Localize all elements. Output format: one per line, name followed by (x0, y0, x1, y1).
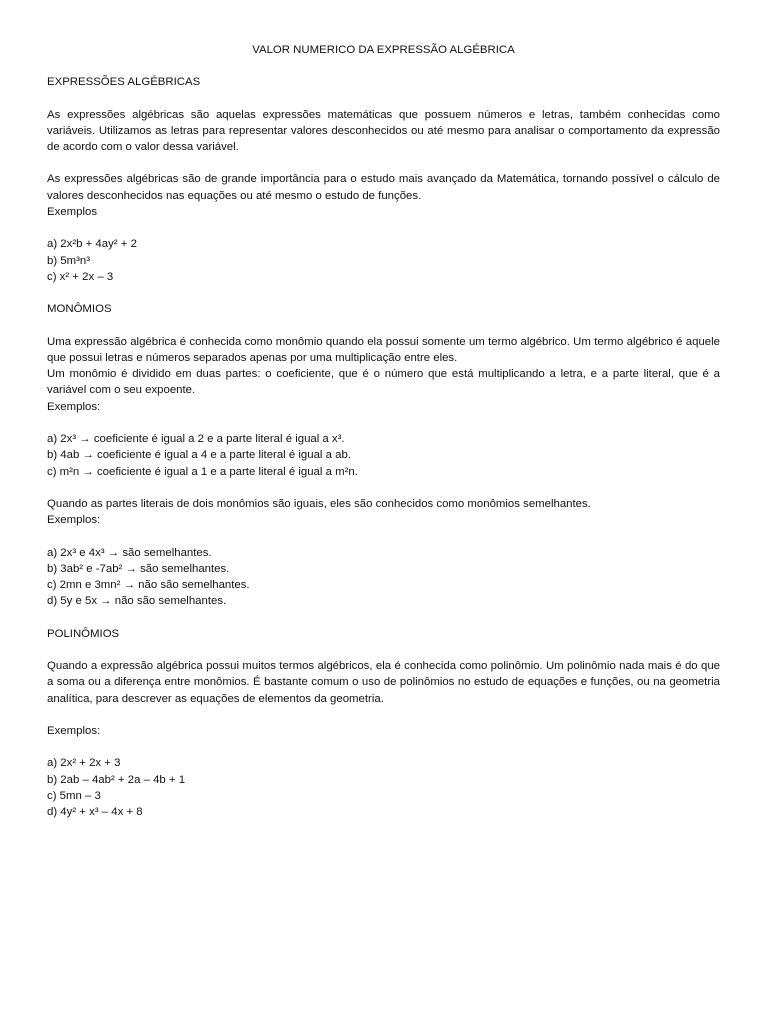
paragraph: Quando a expressão algébrica possui muitos termos algébricos, ela é conhecida como polinômio. Um polinômio nada mais é do que a soma ou a diferença entre monômios. É bastante comum o uso de polinômios no estudo de equações e funções, ou na geometria analítica, para descrever as equações de elementos da geometria. (47, 660, 720, 705)
examples-list (47, 545, 720, 610)
paragraph: Quando as partes literais de dois monômios são iguais, eles são conhecidos como monômios semelhantes. (47, 497, 591, 510)
examples-label: Exemplos: (47, 724, 101, 737)
list-item: b) 2ab – 4ab² + 2a – 4b + 1 (47, 773, 186, 786)
list-item: a) 2x³ e 4x³ → são semelhantes. (47, 546, 212, 559)
paragraph: As expressões algébricas são de grande importância para o estudo mais avançado da Matemática, tornando possível o cálculo de valores desconhecidos nas equações ou até mesmo o estudo de funções. (47, 173, 720, 202)
document-page (47, 42, 720, 836)
examples-list (47, 236, 720, 285)
list-item: a) 2x³ → coeficiente é igual a 2 e a parte literal é igual a x³. (47, 433, 345, 446)
list-item: c) 5mn – 3 (47, 789, 101, 802)
paragraph: As expressões algébricas são aquelas expressões matemáticas que possuem números e letras, também conhecidas como variáveis. Utilizamos as letras para representar valores desconhecidos ou até mesmo para analisar o comportamento da expressão de acordo com o valor dessa variável. (47, 108, 720, 154)
examples-list (47, 755, 720, 820)
list-item: c) 2mn e 3mn² → não são semelhantes. (47, 579, 250, 592)
document-title: VALOR NUMERICO DA EXPRESSÃO ALGÉBRICA (252, 44, 515, 56)
list-item: b) 4ab → coeficiente é igual a 4 e a parte literal é igual a ab. (47, 449, 351, 462)
examples-label: Exemplos: (47, 514, 101, 527)
list-item: c) x² + 2x – 3 (47, 270, 114, 283)
paragraph: Uma expressão algébrica é conhecida como monômio quando ela possui somente um termo algébrico. Um termo algébrico é aquele que possui letras e números separados apenas por uma multiplicação entre eles. (47, 335, 720, 364)
examples-label: Exemplos: (47, 400, 101, 413)
list-item: d) 4y² + x³ – 4x + 8 (47, 806, 143, 819)
list-item: a) 2x²b + 4ay² + 2 (47, 238, 137, 251)
list-item: c) m²n → coeficiente é igual a 1 e a parte literal é igual a m²n. (47, 465, 358, 478)
section-heading-expressoes: EXPRESSÕES ALGÉBRICAS (47, 76, 201, 89)
examples-list (47, 431, 720, 480)
section-heading-polinomios: POLINÔMIOS (47, 627, 120, 640)
examples-label: Exemplos (47, 206, 98, 219)
section-heading-monomios: MONÔMIOS (47, 303, 112, 316)
list-item: d) 5y e 5x → não são semelhantes. (47, 595, 227, 608)
list-item: a) 2x² + 2x + 3 (47, 757, 121, 770)
list-item: b) 3ab² e -7ab² → são semelhantes. (47, 562, 230, 575)
list-item: b) 5m³n³ (47, 254, 91, 267)
paragraph: Um monômio é dividido em duas partes: o coeficiente, que é o número que está multiplicando a letra, e a parte literal, que é a variável com o seu expoente. (47, 368, 720, 397)
